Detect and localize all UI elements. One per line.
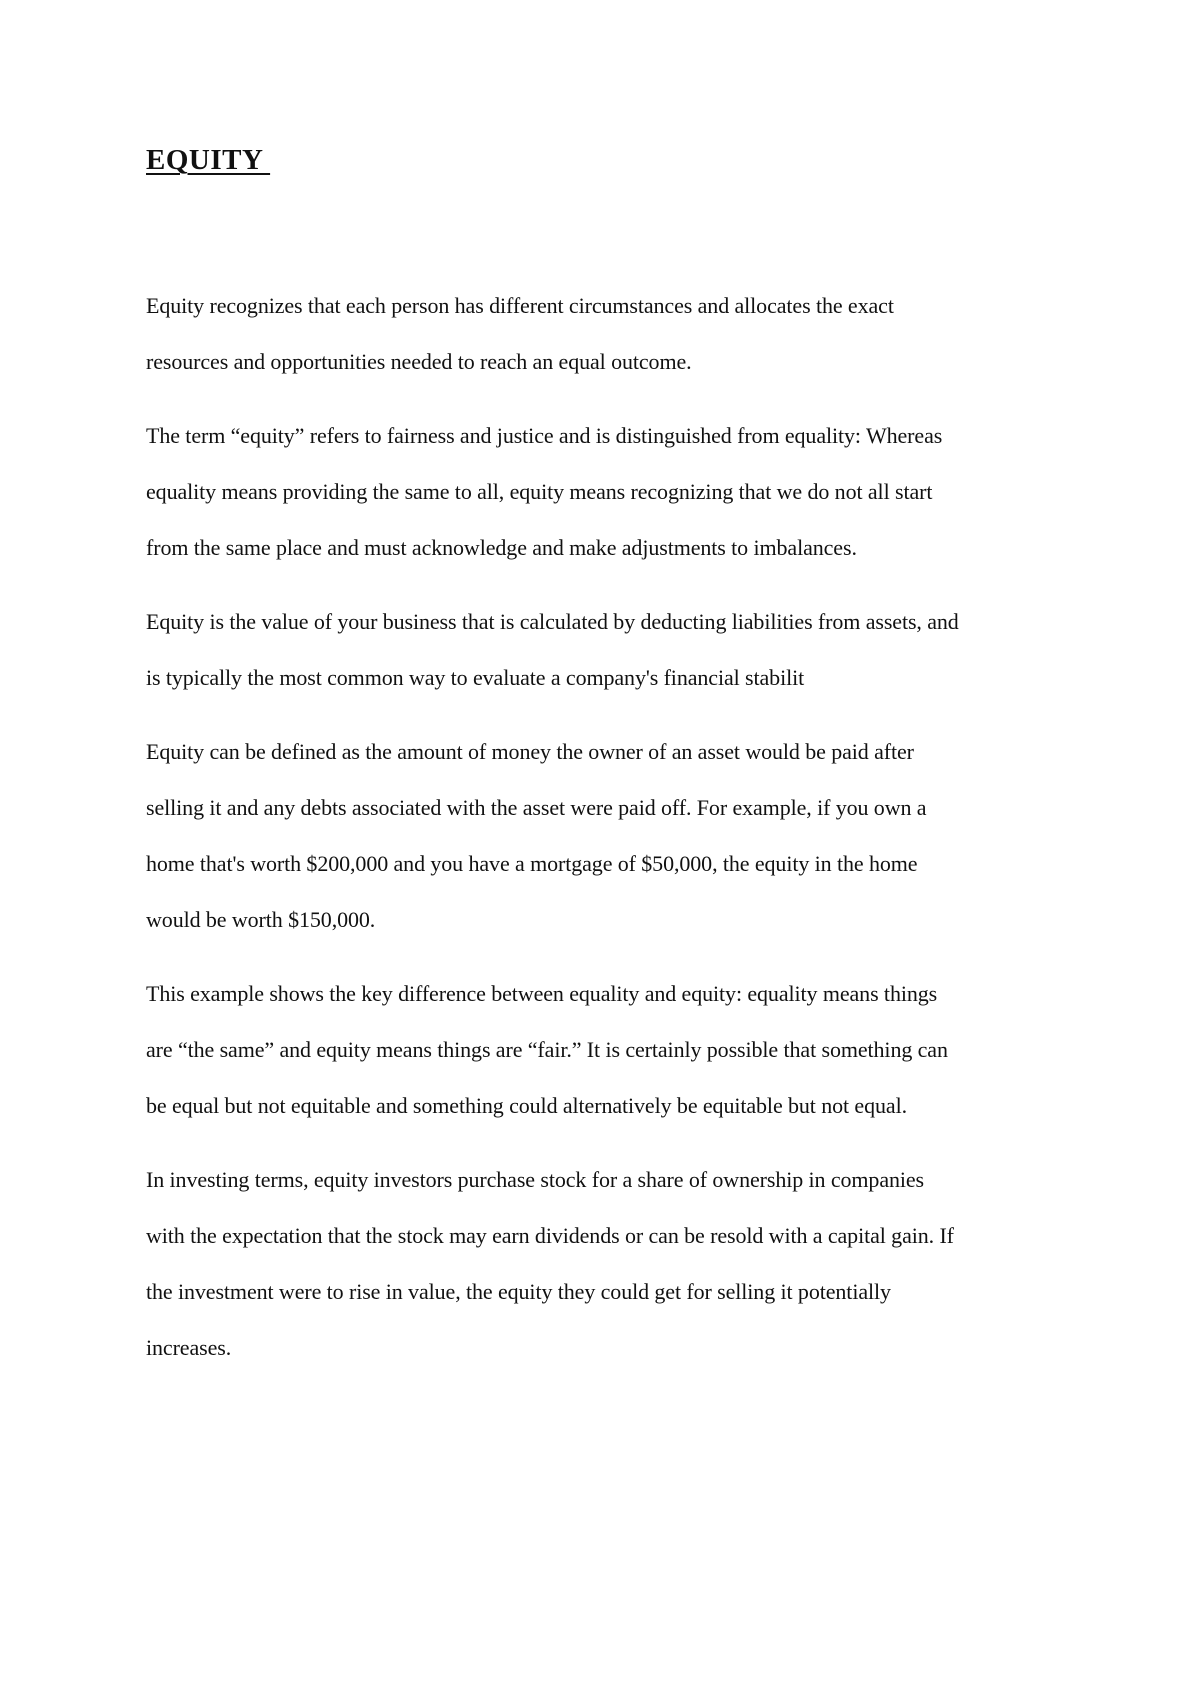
text-line: increases.	[146, 1335, 232, 1360]
text-line: Equity can be defined as the amount of money the owner of an asset would be paid after	[146, 739, 914, 764]
text-line: the investment were to rise in value, the equity they could get for selling it potentially	[146, 1279, 891, 1304]
text-line: be equal but not equitable and something could alternatively be equitable but not equal.	[146, 1093, 907, 1118]
paragraph-2	[146, 408, 1066, 576]
text-line: Equity recognizes that each person has different circumstances and allocates the exact	[146, 293, 894, 318]
text-line: are “the same” and equity means things are “fair.” It is certainly possible that something can	[146, 1037, 948, 1062]
text-line: selling it and any debts associated with the asset were paid off. For example, if you own a	[146, 795, 927, 820]
paragraph-4	[146, 724, 1066, 948]
text-line: with the expectation that the stock may earn dividends or can be resold with a capital gain. If	[146, 1223, 954, 1248]
text-line: home that's worth $200,000 and you have a mortgage of $50,000, the equity in the home	[146, 851, 918, 876]
text-line: resources and opportunities needed to reach an equal outcome.	[146, 349, 692, 374]
paragraph-5	[146, 966, 1066, 1134]
text-line: from the same place and must acknowledge and make adjustments to imbalances.	[146, 535, 857, 560]
text-line: Equity is the value of your business that is calculated by deducting liabilities from assets, and	[146, 609, 959, 634]
text-line: equality means providing the same to all, equity means recognizing that we do not all start	[146, 479, 933, 504]
text-line: would be worth $150,000.	[146, 907, 376, 932]
paragraph-3	[146, 594, 1066, 706]
text-line: is typically the most common way to evaluate a company's financial stabilit	[146, 665, 805, 690]
text-line: The term “equity” refers to fairness and justice and is distinguished from equality: Whereas	[146, 423, 943, 448]
text-line: In investing terms, equity investors purchase stock for a share of ownership in companies	[146, 1167, 925, 1192]
paragraph-1	[146, 278, 1066, 390]
document-title: EQUITY	[146, 144, 271, 176]
text-line: This example shows the key difference between equality and equity: equality means things	[146, 981, 938, 1006]
document-body	[146, 278, 1066, 1394]
paragraph-6	[146, 1152, 1066, 1376]
